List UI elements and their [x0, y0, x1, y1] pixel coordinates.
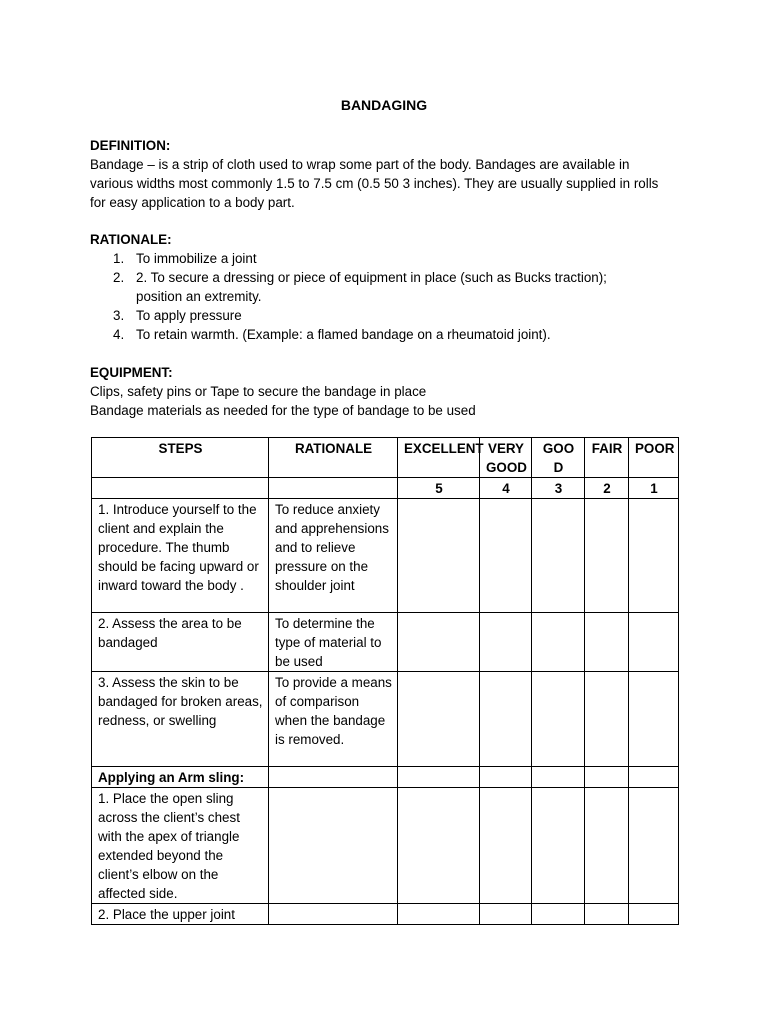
- rationale-list: [90, 249, 690, 344]
- rationale-cell: [269, 904, 398, 925]
- table-row: [92, 499, 679, 613]
- rationale-item: 3. To apply pressure: [113, 308, 242, 323]
- rationale-heading: RATIONALE:: [90, 232, 172, 247]
- header-rationale: RATIONALE: [269, 438, 398, 478]
- rating-cell[interactable]: [398, 788, 480, 904]
- rating-cell[interactable]: [585, 788, 629, 904]
- rationale-item: 2. 2. To secure a dressing or piece of equipment in place (such as Bucks traction); position an extremity.: [113, 270, 607, 304]
- step-cell: 1. Introduce yourself to the client and explain the procedure. The thumb should be facing upward or inward toward the body .: [92, 499, 269, 613]
- rationale-cell: [269, 788, 398, 904]
- header-row: [92, 438, 679, 478]
- rating-cell[interactable]: [480, 904, 532, 925]
- rationale-section: [90, 230, 690, 344]
- step-cell: 2. Assess the area to be bandaged: [92, 613, 269, 672]
- rating-cell[interactable]: [532, 499, 585, 613]
- step-cell: 1. Place the open sling across the client’s chest with the apex of triangle extended beyond the client’s elbow on the affected side.: [92, 788, 269, 904]
- rationale-cell: To determine the type of material to be used: [269, 613, 398, 672]
- header-very-good: VERY GOOD: [480, 438, 532, 478]
- rating-cell[interactable]: [480, 499, 532, 613]
- rating-cell[interactable]: [398, 767, 480, 788]
- rating-cell[interactable]: [585, 767, 629, 788]
- equipment-line: Clips, safety pins or Tape to secure the bandage in place: [90, 384, 427, 399]
- rating-cell[interactable]: [532, 672, 585, 767]
- score-excellent: 5: [398, 478, 480, 499]
- table-row: [92, 672, 679, 767]
- rating-cell[interactable]: [480, 788, 532, 904]
- rating-cell[interactable]: [398, 672, 480, 767]
- score-poor: 1: [629, 478, 679, 499]
- equipment-heading: EQUIPMENT:: [90, 365, 173, 380]
- score-very-good: 4: [480, 478, 532, 499]
- rating-cell[interactable]: [585, 672, 629, 767]
- section-row: [92, 767, 679, 788]
- empty-cell: [92, 478, 269, 499]
- score-good: 3: [532, 478, 585, 499]
- rating-cell[interactable]: [532, 904, 585, 925]
- step-cell: 2. Place the upper joint: [92, 904, 269, 925]
- header-good: GOO D: [532, 438, 585, 478]
- section-label: Applying an Arm sling:: [92, 767, 269, 788]
- equipment-section: [90, 363, 690, 420]
- rating-cell[interactable]: [532, 788, 585, 904]
- rationale-cell: To provide a means of comparison when the bandage is removed.: [269, 672, 398, 767]
- rating-cell[interactable]: [480, 672, 532, 767]
- document-title: BANDAGING: [340, 97, 428, 113]
- definition-line: various widths most commonly 1.5 to 7.5 cm (0.5 50 3 inches). They are usually supplied in rolls: [90, 176, 659, 191]
- score-fair: 2: [585, 478, 629, 499]
- rating-cell[interactable]: [585, 613, 629, 672]
- rating-cell[interactable]: [398, 904, 480, 925]
- evaluation-table: [91, 437, 679, 925]
- table-row: [92, 904, 679, 925]
- rating-cell[interactable]: [629, 767, 679, 788]
- rationale-item: 1. To immobilize a joint: [113, 251, 257, 266]
- score-row: [92, 478, 679, 499]
- rating-cell[interactable]: [398, 613, 480, 672]
- rationale-item: 4. To retain warmth. (Example: a flamed bandage on a rheumatoid joint).: [113, 327, 551, 342]
- header-steps: STEPS: [92, 438, 269, 478]
- definition-line: Bandage – is a strip of cloth used to wrap some part of the body. Bandages are available in: [90, 157, 630, 172]
- rationale-cell: To reduce anxiety and apprehensions and to relieve pressure on the shoulder joint: [269, 499, 398, 613]
- rating-cell[interactable]: [629, 613, 679, 672]
- rating-cell[interactable]: [629, 672, 679, 767]
- rating-cell[interactable]: [585, 904, 629, 925]
- rating-cell[interactable]: [532, 613, 585, 672]
- rating-cell[interactable]: [629, 499, 679, 613]
- rating-cell[interactable]: [585, 499, 629, 613]
- empty-cell: [269, 767, 398, 788]
- definition-section: [90, 136, 690, 212]
- rating-cell[interactable]: [480, 613, 532, 672]
- rating-cell[interactable]: [532, 767, 585, 788]
- table-row: [92, 788, 679, 904]
- step-cell: 3. Assess the skin to be bandaged for broken areas, redness, or swelling: [92, 672, 269, 767]
- rating-cell[interactable]: [629, 788, 679, 904]
- table-row: [92, 613, 679, 672]
- rating-cell[interactable]: [480, 767, 532, 788]
- equipment-line: Bandage materials as needed for the type of bandage to be used: [90, 403, 476, 418]
- definition-heading: DEFINITION:: [90, 138, 171, 153]
- rating-cell[interactable]: [629, 904, 679, 925]
- rating-cell[interactable]: [398, 499, 480, 613]
- definition-line: for easy application to a body part.: [90, 195, 295, 210]
- header-poor: POOR: [629, 438, 679, 478]
- header-fair: FAIR: [585, 438, 629, 478]
- header-excellent: EXCELLENT: [398, 438, 480, 478]
- empty-cell: [269, 478, 398, 499]
